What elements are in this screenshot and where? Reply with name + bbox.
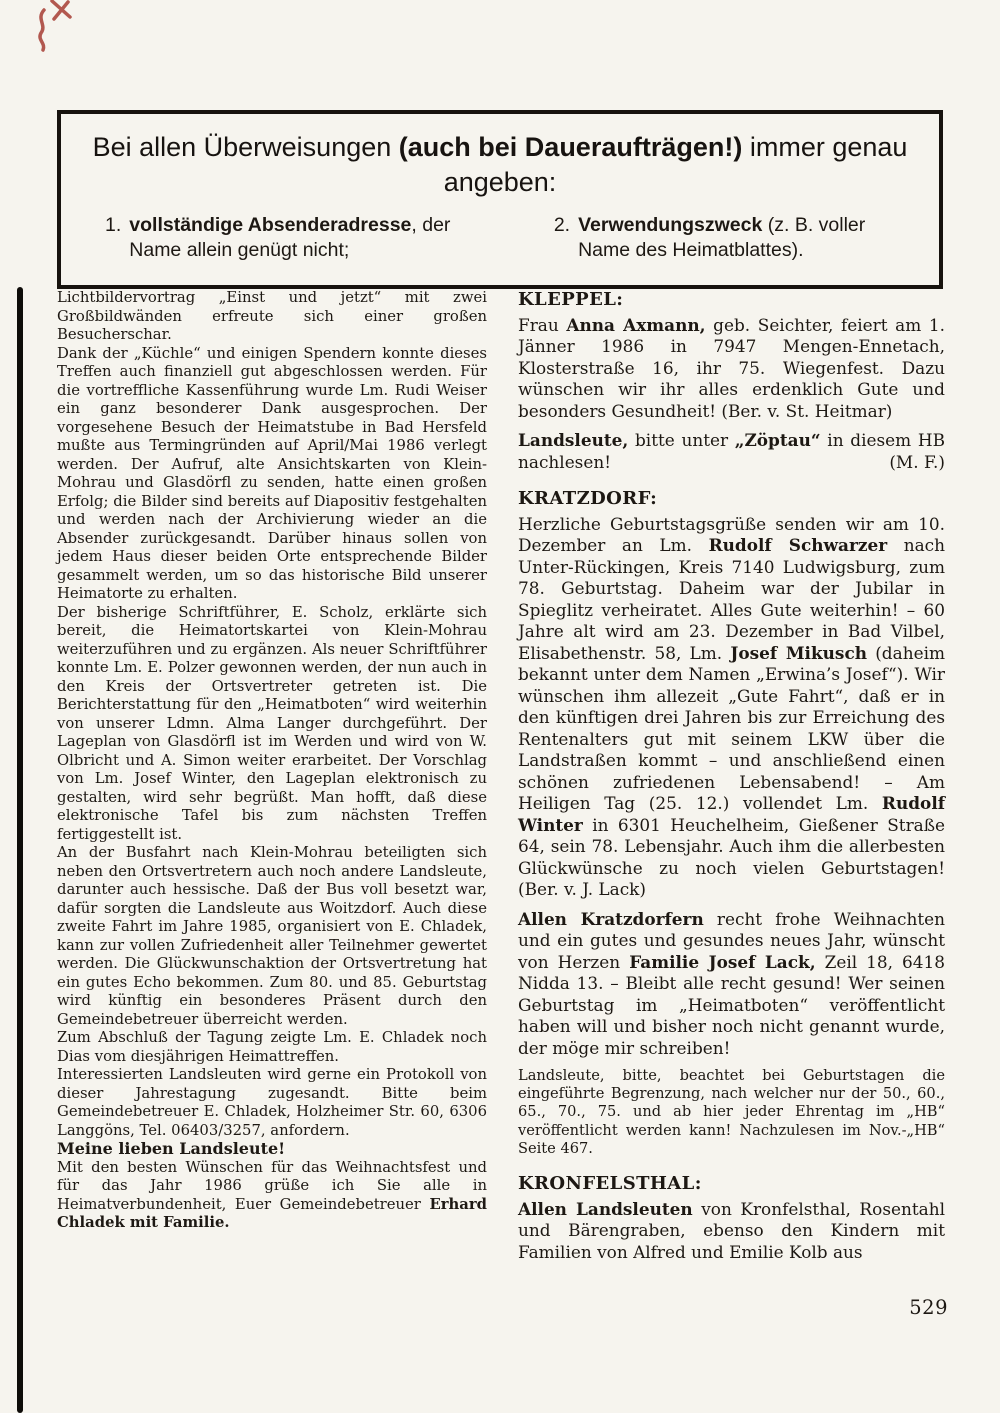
right-column: [518, 289, 945, 1263]
section-heading: KLEPPEL:: [518, 289, 624, 310]
paragraph: Allen Landsleuten von Kronfelsthal, Rosentahl und Bärengraben, ebenso den Kindern mit Familien von Alfred und Emilie Kolb aus: [518, 1198, 945, 1262]
greeting-heading: Meine lieben Landsleute!: [57, 1139, 286, 1158]
scan-edge-artifact: [17, 287, 23, 1413]
section-kronfelsthal: [518, 1173, 945, 1263]
section-heading: KRONFELSTHAL:: [518, 1173, 702, 1195]
page-number: 529: [909, 1296, 948, 1319]
section-kratzdorf: [518, 488, 945, 1158]
paragraph: Frau Anna Axmann, geb. Seichter, feiert am 1. Jänner 1986 in 7947 Mengen-Ennetach, Klosterstraße 16, ihr 75. Wiegenfest. Dazu wünschen wir ihr alles erdenklich Gute und besonders Gesundheit! (Ber. v. St. Heitmar): [518, 314, 945, 421]
notice-item-number: 2.: [553, 214, 571, 236]
paragraph: Mit den besten Wünschen für das Weihnachtsfest und für das Jahr 1986 grüße ich Sie alle in Heimatverbundenheit, Euer Gemeindebetreuer Erhard Chladek mit Familie.: [57, 1158, 487, 1231]
paragraph-text: Landsleute, bitte unter „Zöptau“ in diesem HB nachlesen!: [518, 430, 945, 472]
payment-notice-box: [57, 110, 943, 289]
reporter-initials: (M. F.): [889, 451, 945, 472]
notice-item-text: vollständige Absenderadresse, der Name allein genügt nicht;: [129, 214, 451, 261]
section-kleppel: [518, 289, 945, 473]
notice-item-text: Verwendungszweck (z. B. voller Name des Heimatblattes).: [578, 214, 866, 261]
handwritten-pen-marks: [18, 0, 88, 60]
notice-item-2: [554, 213, 919, 263]
paragraph: [518, 430, 945, 473]
article-columns: [57, 289, 945, 1263]
paragraph: Dank der „Küchle“ und einigen Spendern konnte dieses Treffen auch finanziell gut abgeschlossen werden. Für die vortreffliche Kassenführung wurde Lm. Rudi Weiser ein ganz besonderer Dank ausgesprochen. Der vorgesehene Besuch der Heimatstube in Bad Hersfeld mußte aus Termingründen auf April/Mai 1986 verlegt werden. Der Aufruf, alte Ansichtskarten von Klein-Mohrau und Glasdörfl zu senden, hatte einen großen Erfolg; die Bilder sind bereits auf Diapositiv festgehalten und werden nach der Archivierung wieder an die Absender zurückgesandt. Darüber hinaus sollen von jedem Haus dieser beiden Orte entsprechende Bilder gesammelt werden, um so das historische Bild unserer Heimatorte zu erhalten.: [57, 344, 487, 602]
notice-title: Bei allen Überweisungen (auch bei Daueraufträgen!) immer genau angeben:: [92, 132, 908, 197]
notice-items: [81, 213, 919, 263]
editorial-note: Landsleute, bitte, beachtet bei Geburtstagen die eingeführte Begrenzung, nach welcher nur der 50., 60., 65., 70., 75. und ab hier jeder Ehrentag im „HB“ veröffentlicht werden kann! Nachzulesen im Nov.-„HB“ Seite 467.: [518, 1067, 945, 1157]
section-heading: KRATZDORF:: [518, 488, 658, 509]
notice-item-1: [105, 213, 528, 263]
paragraph: Lichtbildervortrag „Einst und jetzt“ mit zwei Großbildwänden erfreute sich einer großen Besucherschar.: [57, 289, 487, 343]
left-column: [57, 289, 487, 1263]
paragraph: Herzliche Geburtstagsgrüße senden wir am 10. Dezember an Lm. Rudolf Schwarzer nach Unter-Rückingen, Kreis 7140 Ludwigsburg, zum 78. Geburtstag. Daheim war der Jubilar in Spieglitz verheiratet. Alles Gute weiterhin! – 60 Jahre alt wird am 23. Dezember in Bad Vilbel, Elisabethenstr. 58, Lm. Josef Mikusch (daheim bekannt unter dem Namen „Erwina’s Josef“). Wir wünschen ihm allezeit „Gute Fahrt“, daß er in den künftigen drei Jahren bis zur Erreichung des Rentenalters gut mit seinem LKW über die Landstraßen kommt – und anschließend einen schönen zufriedenen Lebensabend! – Am Heiligen Tag (25. 12.) vollendet Lm. Rudolf Winter in 6301 Heuchelheim, Gießener Straße 64, sein 78. Lebensjahr. Auch ihm die allerbesten Glückwünsche zu noch vielen Geburtstagen! (Ber. v. J. Lack): [518, 513, 945, 899]
paragraph: An der Busfahrt nach Klein-Mohrau beteiligten sich neben den Ortsvertretern auch noch andere Landsleute, darunter auch hessische. Daß der Bus voll besetzt war, dafür sorgten die Landsleute aus Woitzdorf. Auch diese zweite Fahrt im Jahre 1985, organisiert von E. Chladek, kann zur vollen Zufriedenheit aller Teilnehmer gewertet werden. Die Glückwunschaktion der Ortsvertretung hat ein gutes Echo bekommen. Zum 80. und 85. Geburtstag wird künftig ein besonderes Präsent durch den Gemeindebetreuer überreicht werden.: [57, 844, 487, 1028]
paragraph: Allen Kratzdorfern recht frohe Weihnachten und ein gutes und gesundes neues Jahr, wünscht von Herzen Familie Josef Lack, Zeil 18, 6418 Nidda 13. – Bleibt alle recht gesund! Wer seinen Geburtstag im „Heimatboten“ veröffentlicht haben will und bisher noch nicht genannt wurde, der möge mir schreiben!: [518, 908, 945, 1058]
paragraph: Zum Abschluß der Tagung zeigte Lm. E. Chladek noch Dias vom diesjährigen Heimattreffen.: [57, 1029, 487, 1065]
paragraph: Der bisherige Schriftführer, E. Scholz, erklärte sich bereit, die Heimatortskartei von Klein-Mohrau weiterzuführen und zu ergänzen. Als neuer Schriftführer konnte Lm. E. Polzer gewonnen werden, der nun auch in den Kreis der Ortsvertreter getreten ist. Die Berichterstattung für den „Heimatboten“ wird weiterhin von unserer Ldmn. Alma Langer durchgeführt. Der Lageplan von Glasdörfl ist im Werden und wird von W. Olbricht und A. Simon weiter erarbeitet. Der Vorschlag von Lm. Josef Winter, den Lageplan elektronisch zu gestalten, wird sehr begrüßt. Man hofft, daß diese elektronische Tafel bis zum nächsten Treffen fertiggestellt ist.: [57, 603, 487, 843]
paragraph: Interessierten Landsleuten wird gerne ein Protokoll von dieser Jahrestagung zugesandt. Bitte beim Gemeindebetreuer E. Chladek, Holzheimer Str. 60, 6306 Langgöns, Tel. 06403/3257, anfordern.: [57, 1066, 487, 1139]
notice-item-number: 1.: [105, 214, 122, 236]
